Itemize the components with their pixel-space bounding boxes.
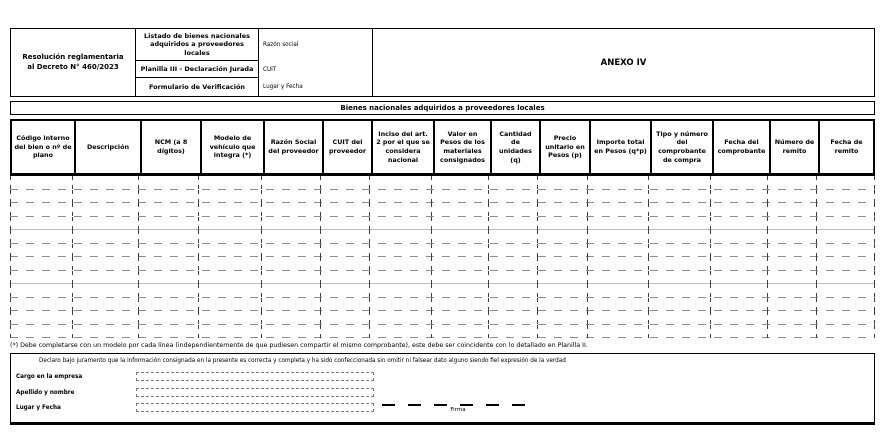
- body-cell: [767, 203, 816, 217]
- body-cell: [431, 230, 488, 244]
- body-cell: [710, 311, 767, 325]
- body-cell: [431, 217, 488, 231]
- body-cell: [648, 271, 710, 285]
- body-cell: [261, 298, 320, 312]
- body-cell: [198, 257, 261, 271]
- body-cell: [537, 298, 587, 312]
- body-cell: [587, 230, 648, 244]
- company-labels-column: [259, 29, 373, 96]
- body-cell: [648, 257, 710, 271]
- body-cell: [816, 284, 875, 298]
- body-cell: [261, 190, 320, 204]
- resolution-cell: Resolución reglamentaria al Decreto N° 460/2023: [11, 29, 136, 96]
- body-cell: [10, 311, 72, 325]
- header-box: [10, 28, 875, 97]
- column-header: Descripción: [74, 121, 140, 173]
- body-cell: [488, 257, 537, 271]
- column-header: Fecha de remito: [818, 121, 873, 173]
- body-cell: [816, 190, 875, 204]
- body-cell: [261, 176, 320, 190]
- body-cell: [320, 298, 369, 312]
- field-row-lugar-fecha: [14, 402, 534, 413]
- body-cell: [816, 244, 875, 258]
- body-cell: [138, 190, 198, 204]
- body-cell: [72, 176, 138, 190]
- body-cell: [369, 298, 431, 312]
- body-cell: [138, 325, 198, 339]
- field-row-apellido: [14, 387, 374, 398]
- body-cell: [198, 271, 261, 285]
- table-body: [10, 176, 875, 338]
- body-cell: [767, 311, 816, 325]
- body-cell: [648, 217, 710, 231]
- body-cell: [648, 244, 710, 258]
- planilla-cell: Planilla III - Declaración Jurada: [136, 61, 258, 78]
- signature-label: Firma: [450, 407, 466, 413]
- body-cell: [10, 284, 72, 298]
- body-cell: [537, 284, 587, 298]
- body-cell: [431, 203, 488, 217]
- body-cell: [198, 284, 261, 298]
- body-cell: [431, 298, 488, 312]
- table-row: [10, 271, 875, 285]
- body-cell: [261, 284, 320, 298]
- body-cell: [587, 284, 648, 298]
- body-cell: [261, 257, 320, 271]
- body-cell: [488, 284, 537, 298]
- body-cell: [198, 203, 261, 217]
- anexo-title: ANEXO IV: [600, 57, 647, 68]
- table-row: [10, 217, 875, 231]
- body-cell: [587, 271, 648, 285]
- body-cell: [767, 244, 816, 258]
- body-cell: [648, 230, 710, 244]
- body-cell: [72, 190, 138, 204]
- body-cell: [587, 244, 648, 258]
- formulario-cell: Formulario de Verificación: [148, 82, 246, 91]
- body-cell: [767, 230, 816, 244]
- table-row: [10, 203, 875, 217]
- body-cell: [10, 176, 72, 190]
- cargo-input-area[interactable]: [136, 372, 374, 381]
- column-header: Código interno del bien o nº de plano: [14, 134, 72, 160]
- body-cell: [198, 176, 261, 190]
- body-cell: [320, 284, 369, 298]
- razon-social-label: Razón social: [263, 42, 299, 48]
- body-cell: [431, 311, 488, 325]
- body-cell: [320, 203, 369, 217]
- column-header: Modelo de vehículo que integra (*): [200, 121, 263, 173]
- body-cell: [320, 244, 369, 258]
- body-cell: [10, 203, 72, 217]
- body-cell: [767, 190, 816, 204]
- body-cell: [587, 257, 648, 271]
- body-cell: [320, 230, 369, 244]
- lugar-fecha-label: Lugar y Fecha: [263, 84, 303, 90]
- body-cell: [198, 217, 261, 231]
- body-cell: [431, 176, 488, 190]
- body-cell: [537, 176, 587, 190]
- body-cell: [369, 217, 431, 231]
- column-header: NCM (a 8 dígitos): [140, 121, 200, 173]
- footnote: (*) Debe completarse con un modelo por cada línea (independientemente de que pudiesen compartir el mismo comprobante), este debe ser coincidente con lo detallado en Planilla II.: [10, 342, 588, 349]
- body-cell: [261, 271, 320, 285]
- body-cell: [537, 203, 587, 217]
- body-cell: [648, 325, 710, 339]
- body-cell: [261, 244, 320, 258]
- column-header: Cantidad de unidades (q): [490, 121, 539, 173]
- table-row: [10, 284, 875, 298]
- declaration-statement: Declaro bajo juramento que la información consignada en la presente es correcta y completa y ha sido confeccionada sin omitir ni falsear dato alguno siendo fiel expresión de la verdad: [39, 358, 566, 364]
- body-cell: [488, 230, 537, 244]
- body-cell: [72, 284, 138, 298]
- body-cell: [816, 203, 875, 217]
- body-cell: [710, 325, 767, 339]
- body-cell: [72, 217, 138, 231]
- body-cell: [816, 217, 875, 231]
- body-cell: [767, 271, 816, 285]
- body-cell: [488, 190, 537, 204]
- body-cell: [488, 311, 537, 325]
- body-cell: [369, 176, 431, 190]
- body-cell: [710, 244, 767, 258]
- body-cell: [431, 325, 488, 339]
- body-cell: [369, 190, 431, 204]
- body-cell: [320, 176, 369, 190]
- body-cell: [138, 284, 198, 298]
- body-cell: [816, 325, 875, 339]
- body-cell: [710, 190, 767, 204]
- body-cell: [320, 325, 369, 339]
- apellido-label: Apellido y nombre: [16, 389, 75, 396]
- body-cell: [431, 190, 488, 204]
- body-cell: [198, 325, 261, 339]
- body-cell: [648, 311, 710, 325]
- body-cell: [710, 176, 767, 190]
- body-cell: [369, 284, 431, 298]
- body-cell: [648, 284, 710, 298]
- body-cell: [72, 257, 138, 271]
- lugar-fecha-field-label: Lugar y Fecha: [16, 404, 61, 411]
- body-cell: [10, 217, 72, 231]
- body-cell: [767, 325, 816, 339]
- body-cell: [10, 190, 72, 204]
- body-cell: [488, 244, 537, 258]
- body-cell: [431, 271, 488, 285]
- body-cell: [369, 271, 431, 285]
- body-cell: [710, 257, 767, 271]
- table-row: [10, 176, 875, 190]
- body-cell: [138, 298, 198, 312]
- body-cell: [369, 230, 431, 244]
- body-cell: [72, 325, 138, 339]
- body-cell: [369, 203, 431, 217]
- table-row: [10, 298, 875, 312]
- body-cell: [431, 284, 488, 298]
- body-cell: [198, 190, 261, 204]
- body-cell: [537, 325, 587, 339]
- body-cell: [488, 298, 537, 312]
- body-cell: [537, 311, 587, 325]
- form-title-cell: Listado de bienes nacionales adquiridos a proveedores locales: [136, 29, 258, 61]
- form-sheet: [10, 28, 875, 425]
- body-cell: [816, 257, 875, 271]
- table-row: [10, 257, 875, 271]
- body-cell: [431, 244, 488, 258]
- body-cell: [10, 298, 72, 312]
- body-cell: [198, 298, 261, 312]
- body-cell: [648, 203, 710, 217]
- column-header: Precio unitario en Pesos (p): [539, 121, 589, 173]
- body-cell: [767, 298, 816, 312]
- signature-line[interactable]: [382, 404, 534, 406]
- body-cell: [587, 190, 648, 204]
- body-cell: [320, 190, 369, 204]
- body-cell: [72, 244, 138, 258]
- body-cell: [816, 298, 875, 312]
- column-header: Razón Social del proveedor: [263, 121, 322, 173]
- body-cell: [488, 271, 537, 285]
- body-cell: [261, 325, 320, 339]
- body-cell: [72, 311, 138, 325]
- body-cell: [537, 230, 587, 244]
- body-cell: [138, 271, 198, 285]
- table-header-row: [10, 119, 875, 176]
- body-cell: [767, 176, 816, 190]
- body-cell: [767, 217, 816, 231]
- body-cell: [198, 230, 261, 244]
- body-cell: [72, 230, 138, 244]
- body-cell: [537, 190, 587, 204]
- body-cell: [537, 217, 587, 231]
- body-cell: [767, 284, 816, 298]
- body-cell: [198, 311, 261, 325]
- body-cell: [488, 217, 537, 231]
- body-cell: [320, 311, 369, 325]
- body-cell: [537, 244, 587, 258]
- body-cell: [138, 230, 198, 244]
- body-cell: [261, 217, 320, 231]
- column-header: Fecha del comprobante: [712, 121, 769, 173]
- body-cell: [72, 298, 138, 312]
- body-cell: [767, 257, 816, 271]
- table-row: [10, 325, 875, 339]
- column-header: Tipo y número del comprobante de compra: [650, 121, 712, 173]
- body-cell: [587, 176, 648, 190]
- body-cell: [261, 311, 320, 325]
- body-cell: [648, 176, 710, 190]
- body-cell: [816, 230, 875, 244]
- body-cell: [10, 230, 72, 244]
- table-row: [10, 244, 875, 258]
- body-cell: [488, 176, 537, 190]
- declaration-box: [10, 353, 875, 425]
- body-cell: [537, 257, 587, 271]
- body-cell: [10, 257, 72, 271]
- body-cell: [816, 176, 875, 190]
- cuit-label: CUIT: [263, 66, 277, 73]
- cargo-label: Cargo en la empresa: [16, 373, 83, 380]
- body-cell: [138, 311, 198, 325]
- body-cell: [710, 217, 767, 231]
- body-cell: [587, 311, 648, 325]
- body-cell: [10, 325, 72, 339]
- body-cell: [320, 217, 369, 231]
- body-cell: [587, 325, 648, 339]
- body-cell: [587, 217, 648, 231]
- column-header: Importe total en Pesos (q*p): [589, 121, 650, 173]
- form-title-column: [136, 29, 259, 96]
- body-cell: [816, 271, 875, 285]
- body-cell: [261, 230, 320, 244]
- body-cell: [138, 257, 198, 271]
- body-cell: [710, 271, 767, 285]
- table-row: [10, 311, 875, 325]
- body-cell: [10, 271, 72, 285]
- table-row: [10, 190, 875, 204]
- body-cell: [138, 176, 198, 190]
- apellido-input-area[interactable]: [136, 388, 374, 397]
- body-cell: [369, 311, 431, 325]
- body-cell: [198, 244, 261, 258]
- body-cell: [710, 298, 767, 312]
- column-header: Inciso del art. 2 por el que se considera nacional: [371, 121, 433, 173]
- body-cell: [261, 203, 320, 217]
- table-row: [10, 230, 875, 244]
- body-cell: [138, 217, 198, 231]
- body-cell: [369, 257, 431, 271]
- field-row-cargo: [14, 371, 374, 382]
- body-cell: [369, 244, 431, 258]
- column-header: Número de remito: [769, 121, 818, 173]
- body-cell: [587, 298, 648, 312]
- body-cell: [369, 325, 431, 339]
- body-cell: [648, 298, 710, 312]
- body-cell: [138, 203, 198, 217]
- body-cell: [710, 230, 767, 244]
- body-cell: [488, 203, 537, 217]
- signature-area: [382, 404, 534, 413]
- body-cell: [138, 244, 198, 258]
- body-cell: [320, 271, 369, 285]
- body-cell: [320, 257, 369, 271]
- lugar-fecha-input-area[interactable]: [136, 403, 374, 412]
- body-cell: [488, 325, 537, 339]
- body-cell: [648, 190, 710, 204]
- body-cell: [431, 257, 488, 271]
- body-cell: [710, 203, 767, 217]
- column-header: CUIT del proveedor: [322, 121, 371, 173]
- body-cell: [816, 311, 875, 325]
- body-cell: [72, 203, 138, 217]
- body-cell: [72, 271, 138, 285]
- body-cell: [710, 284, 767, 298]
- body-cell: [10, 244, 72, 258]
- body-cell: [587, 203, 648, 217]
- column-header: Valor en Pesos de los materiales consignados: [433, 121, 490, 173]
- section-bar: Bienes nacionales adquiridos a proveedores locales: [10, 101, 875, 115]
- body-cell: [537, 271, 587, 285]
